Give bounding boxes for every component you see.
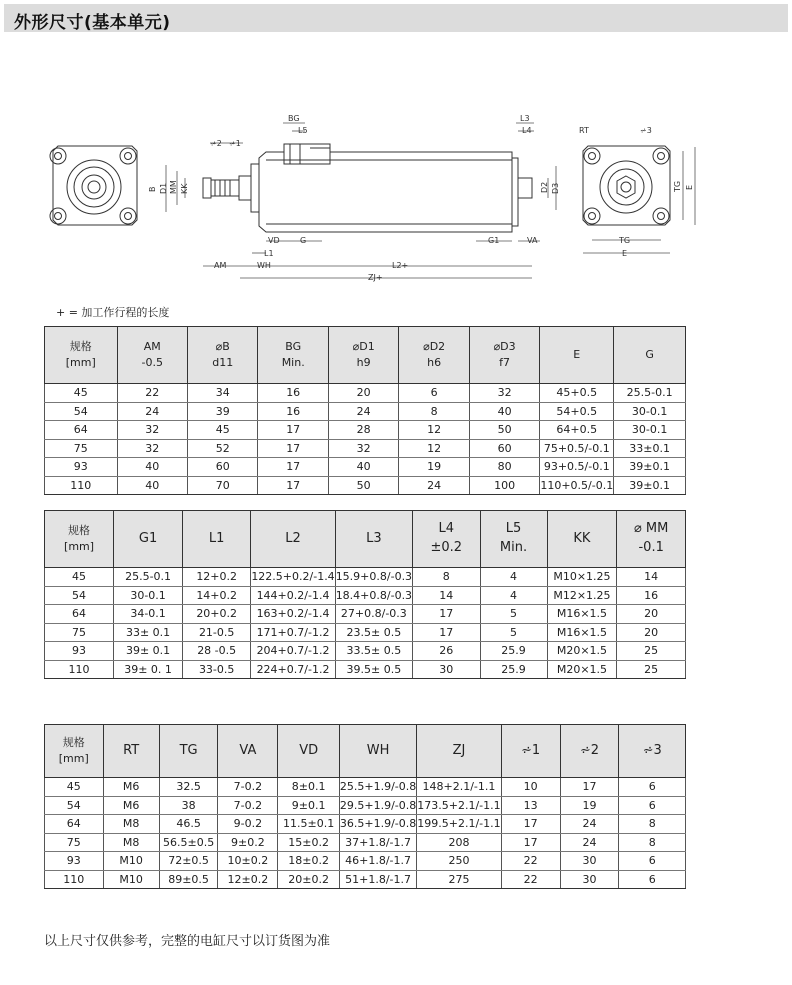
label-rt: RT	[579, 126, 589, 135]
column-header	[45, 327, 118, 384]
column-header	[339, 725, 416, 778]
table-cell: 14+0.2	[183, 586, 251, 605]
table-header-row	[45, 327, 686, 384]
header-line-2: f7	[499, 356, 511, 369]
table-cell: 30	[560, 870, 619, 889]
table-cell: 25.5-0.1	[114, 568, 183, 587]
header-line-1: VA	[239, 742, 257, 758]
table-cell: 75+0.5/-0.1	[540, 439, 614, 458]
page-title: 外形尺寸(基本单元)	[14, 13, 171, 33]
table-row	[45, 384, 686, 403]
table-cell: 4	[480, 568, 547, 587]
table-row	[45, 815, 686, 834]
table-row	[45, 778, 686, 797]
column-header	[45, 511, 114, 568]
label-l5: L5	[298, 126, 308, 135]
table-row	[45, 476, 686, 495]
table-cell: 20	[617, 623, 686, 642]
table-cell: 19	[399, 458, 469, 477]
header-line-2: ±0.2	[430, 540, 463, 555]
table-row	[45, 870, 686, 889]
table-cell: 19	[560, 796, 619, 815]
column-header	[278, 725, 339, 778]
dimension-drawing	[0, 110, 792, 290]
header-line-1: VD	[299, 742, 319, 758]
table-row	[45, 402, 686, 421]
table-cell: 36.5+1.9/-0.8	[339, 815, 416, 834]
table-cell: 17	[501, 833, 560, 852]
table-row	[45, 796, 686, 815]
footer-note: 以上尺寸仅供参考，完整的电缸尺寸以订货图为准	[44, 934, 331, 949]
table-cell: 46.5	[159, 815, 218, 834]
label-c3: ⩫3	[640, 126, 652, 135]
table-cell: M12×1.25	[547, 586, 617, 605]
table-cell: 16	[258, 402, 328, 421]
header-line-1: L5	[505, 521, 522, 537]
table-cell: 46+1.8/-1.7	[339, 852, 416, 871]
table-cell: 64	[45, 421, 118, 440]
table-cell: M6	[103, 778, 159, 797]
table-row	[45, 623, 686, 642]
column-header	[413, 511, 480, 568]
table-cell: 93+0.5/-0.1	[540, 458, 614, 477]
table-cell: 20	[328, 384, 398, 403]
table-cell: 75	[45, 439, 118, 458]
table-cell: 6	[619, 796, 686, 815]
rear-end-view	[583, 146, 670, 225]
column-header	[258, 327, 328, 384]
column-header	[560, 725, 619, 778]
header-line-1: L4	[438, 521, 455, 537]
header-line-1: ⌀D1	[352, 340, 375, 354]
table-cell: 30-0.1	[614, 421, 686, 440]
column-header	[540, 327, 614, 384]
table-cell: 54	[45, 586, 114, 605]
table-cell: 75	[45, 623, 114, 642]
label-mm: MM	[169, 180, 178, 194]
header-line-1: ⩫3	[642, 742, 662, 758]
table-cell: 39.5± 0.5	[335, 660, 412, 679]
table-cell: 6	[619, 870, 686, 889]
table-row	[45, 660, 686, 679]
table-cell: M10	[103, 852, 159, 871]
spec-table-1	[44, 326, 686, 495]
table-cell: 6	[619, 852, 686, 871]
table-cell: 72±0.5	[159, 852, 218, 871]
header-line-1: AM	[143, 340, 161, 354]
table-cell: 54+0.5	[540, 402, 614, 421]
table-cell: 28	[328, 421, 398, 440]
header-line-2: Min.	[499, 540, 528, 555]
table-cell: 18.4+0.8/-0.3	[335, 586, 412, 605]
table-cell: 64	[45, 815, 104, 834]
table-cell: 173.5+2.1/-1.1	[417, 796, 501, 815]
table-cell: 122.5+0.2/-1.4	[251, 568, 335, 587]
header-line-1: BG	[285, 340, 302, 354]
table-cell: 199.5+2.1/-1.1	[417, 815, 501, 834]
table-cell: 17	[413, 623, 480, 642]
table-cell: M6	[103, 796, 159, 815]
table-cell: 24	[328, 402, 398, 421]
label-g: G	[300, 236, 307, 245]
table-cell: M8	[103, 833, 159, 852]
table-cell: 22	[117, 384, 187, 403]
table-cell: 20+0.2	[183, 605, 251, 624]
header-line-2: -0.1	[638, 540, 664, 555]
column-header	[117, 327, 187, 384]
table-cell: 45+0.5	[540, 384, 614, 403]
table-cell: 6	[619, 778, 686, 797]
column-header	[328, 327, 398, 384]
header-line-2: [mm]	[58, 752, 89, 765]
table-cell: 26	[413, 642, 480, 661]
label-l4: L4	[522, 126, 532, 135]
table-cell: 171+0.7/-1.2	[251, 623, 335, 642]
table-cell: 64	[45, 605, 114, 624]
table-cell: 22	[501, 870, 560, 889]
table-cell: 39± 0. 1	[114, 660, 183, 679]
table-cell: 23.5± 0.5	[335, 623, 412, 642]
label-vd: VD	[268, 236, 280, 245]
header-line-1: KK	[573, 530, 591, 546]
header-line-1: 规格	[69, 340, 92, 354]
header-line-1: G1	[138, 530, 158, 546]
table-cell: 32	[117, 439, 187, 458]
column-header	[251, 511, 335, 568]
header-line-2: [mm]	[65, 356, 96, 369]
table-row	[45, 439, 686, 458]
table-cell: 20	[617, 605, 686, 624]
label-tg-vertical: TG	[673, 180, 682, 192]
table-cell: 50	[328, 476, 398, 495]
table-cell: 17	[258, 439, 328, 458]
table-cell: 163+0.2/-1.4	[251, 605, 335, 624]
header-line-2: h9	[356, 356, 371, 369]
table-cell: M16×1.5	[547, 623, 617, 642]
header-line-1: L1	[208, 530, 225, 546]
side-view	[203, 144, 532, 232]
table-cell: 9-0.2	[218, 815, 278, 834]
column-header	[188, 327, 258, 384]
table-cell: 8	[619, 833, 686, 852]
table-cell: 250	[417, 852, 501, 871]
label-e-horizontal: E	[622, 249, 628, 258]
header-line-1: 规格	[62, 736, 85, 750]
table-cell: 75	[45, 833, 104, 852]
column-header	[183, 511, 251, 568]
label-bg: BG	[288, 114, 300, 123]
table-cell: 22	[501, 852, 560, 871]
table-cell: 25	[617, 642, 686, 661]
table-cell: 9±0.2	[218, 833, 278, 852]
column-header	[469, 327, 539, 384]
label-va: VA	[527, 236, 538, 245]
table-cell: 110+0.5/-0.1	[540, 476, 614, 495]
column-header	[501, 725, 560, 778]
label-b: B	[148, 186, 157, 192]
table-cell: 14	[617, 568, 686, 587]
table-row	[45, 642, 686, 661]
table-cell: 25.5-0.1	[614, 384, 686, 403]
table-cell: 8	[413, 568, 480, 587]
header-line-2: Min.	[281, 356, 305, 369]
table-cell: 25.9	[480, 642, 547, 661]
column-header	[159, 725, 218, 778]
table-cell: 25	[617, 660, 686, 679]
table-row	[45, 833, 686, 852]
table-cell: 70	[188, 476, 258, 495]
label-tg-horizontal: TG	[619, 236, 631, 245]
table-cell: 12±0.2	[218, 870, 278, 889]
table-cell: 25.5+1.9/-0.8	[339, 778, 416, 797]
header-line-2: h6	[427, 356, 442, 369]
header-line-1: L3	[366, 530, 382, 546]
table-cell: 16	[258, 384, 328, 403]
table-cell: 4	[480, 586, 547, 605]
table-cell: 12+0.2	[183, 568, 251, 587]
table-cell: 40	[469, 402, 539, 421]
table-cell: 33.5± 0.5	[335, 642, 412, 661]
table-cell: 52	[188, 439, 258, 458]
table-cell: 208	[417, 833, 501, 852]
table-cell: 30-0.1	[114, 586, 183, 605]
table-row	[45, 605, 686, 624]
column-header	[103, 725, 159, 778]
column-header	[335, 511, 412, 568]
table-cell: 148+2.1/-1.1	[417, 778, 501, 797]
header-line-1: 规格	[68, 524, 91, 538]
header-line-2: -0.5	[141, 356, 163, 369]
table-cell: 54	[45, 796, 104, 815]
spec-table-2	[44, 510, 686, 679]
table-cell: 204+0.7/-1.2	[251, 642, 335, 661]
table-cell: 34-0.1	[114, 605, 183, 624]
table-cell: 17	[413, 605, 480, 624]
table-cell: 39	[188, 402, 258, 421]
table-cell: M20×1.5	[547, 660, 617, 679]
table-cell: 93	[45, 852, 104, 871]
header-line-1: ⌀B	[215, 340, 230, 354]
table-cell: 40	[328, 458, 398, 477]
header-line-1: ⌀D2	[423, 340, 446, 354]
header-line-1: TG	[179, 742, 198, 758]
table-cell: 80	[469, 458, 539, 477]
table-cell: 93	[45, 458, 118, 477]
table-cell: 30	[560, 852, 619, 871]
table-cell: 224+0.7/-1.2	[251, 660, 335, 679]
column-header	[547, 511, 617, 568]
table-cell: 13	[501, 796, 560, 815]
spec-table-3	[44, 724, 686, 889]
table-header-row	[45, 725, 686, 778]
column-header	[617, 511, 686, 568]
table-cell: 32.5	[159, 778, 218, 797]
table-cell: 17	[560, 778, 619, 797]
table-cell: 30	[413, 660, 480, 679]
label-l2: L2+	[392, 261, 409, 270]
table-cell: 40	[117, 458, 187, 477]
table-cell: 25.9	[480, 660, 547, 679]
table-row	[45, 421, 686, 440]
label-l1: L1	[264, 249, 274, 258]
table-cell: 38	[159, 796, 218, 815]
table-cell: 24	[399, 476, 469, 495]
table-cell: 60	[188, 458, 258, 477]
table-cell: 17	[258, 421, 328, 440]
column-header	[619, 725, 686, 778]
table-cell: 40	[117, 476, 187, 495]
header-line-1: ⩫2	[579, 742, 600, 758]
table-cell: 27+0.8/-0.3	[335, 605, 412, 624]
table-cell: 144+0.2/-1.4	[251, 586, 335, 605]
table-cell: 110	[45, 870, 104, 889]
table-cell: 16	[617, 586, 686, 605]
front-end-view	[50, 146, 137, 225]
label-wh: WH	[257, 261, 271, 270]
table-cell: 110	[45, 476, 118, 495]
table-cell: 45	[188, 421, 258, 440]
table-cell: 17	[258, 476, 328, 495]
table-cell: 24	[560, 815, 619, 834]
table-cell: 39±0.1	[614, 476, 686, 495]
table-cell: 100	[469, 476, 539, 495]
table-row	[45, 458, 686, 477]
table-cell: M16×1.5	[547, 605, 617, 624]
table-cell: 17	[258, 458, 328, 477]
label-l3: L3	[520, 114, 530, 123]
stroke-note: + = 加工作行程的长度	[56, 306, 170, 319]
table-cell: 30-0.1	[614, 402, 686, 421]
table-cell: 64+0.5	[540, 421, 614, 440]
label-d2: D2	[540, 181, 549, 193]
table-cell: 33-0.5	[183, 660, 251, 679]
table-cell: 54	[45, 402, 118, 421]
table-cell: 34	[188, 384, 258, 403]
table-cell: 21-0.5	[183, 623, 251, 642]
label-kk: KK	[180, 183, 189, 194]
table-cell: 32	[328, 439, 398, 458]
table-cell: 14	[413, 586, 480, 605]
table-cell: 29.5+1.9/-0.8	[339, 796, 416, 815]
table-header-row	[45, 511, 686, 568]
column-header	[114, 511, 183, 568]
table-cell: 11.5±0.1	[278, 815, 339, 834]
header-line-1: RT	[123, 742, 140, 758]
table-cell: 32	[469, 384, 539, 403]
label-zj: ZJ+	[368, 273, 383, 282]
table-cell: 8	[399, 402, 469, 421]
table-cell: 12	[399, 421, 469, 440]
table-cell: 15.9+0.8/-0.3	[335, 568, 412, 587]
table-cell: 45	[45, 568, 114, 587]
table-cell: M10×1.25	[547, 568, 617, 587]
label-c2: ⩫2	[210, 139, 222, 148]
header-line-1: G	[645, 348, 654, 362]
table-cell: 20±0.2	[278, 870, 339, 889]
header-line-2: d11	[212, 356, 234, 369]
table-cell: 8±0.1	[278, 778, 339, 797]
table-cell: 110	[45, 660, 114, 679]
table-cell: 45	[45, 778, 104, 797]
table-cell: 12	[399, 439, 469, 458]
table-cell: 89±0.5	[159, 870, 218, 889]
label-g1: G1	[488, 236, 500, 245]
table-row	[45, 568, 686, 587]
table-row	[45, 586, 686, 605]
column-header	[218, 725, 278, 778]
label-am: AM	[214, 261, 227, 270]
table-cell: M20×1.5	[547, 642, 617, 661]
table-cell: 32	[117, 421, 187, 440]
label-e-vertical: E	[685, 184, 694, 190]
table-cell: M8	[103, 815, 159, 834]
table-cell: 60	[469, 439, 539, 458]
table-cell: 6	[399, 384, 469, 403]
header-line-2: [mm]	[64, 540, 95, 553]
table-cell: 24	[560, 833, 619, 852]
label-d1: D1	[159, 182, 168, 194]
table-cell: 33±0.1	[614, 439, 686, 458]
header-line-1: L2	[285, 530, 301, 546]
column-header	[417, 725, 501, 778]
header-line-1: WH	[366, 742, 390, 758]
table-cell: 18±0.2	[278, 852, 339, 871]
header-line-1: E	[573, 348, 581, 362]
table-cell: 39± 0.1	[114, 642, 183, 661]
label-c1: ⩫1	[229, 139, 241, 148]
table-cell: 10±0.2	[218, 852, 278, 871]
table-cell: 7-0.2	[218, 778, 278, 797]
column-header	[45, 725, 104, 778]
table-cell: 93	[45, 642, 114, 661]
table-cell: 8	[619, 815, 686, 834]
title-bar	[4, 4, 788, 32]
header-line-1: ZJ	[452, 742, 466, 758]
table-cell: 56.5±0.5	[159, 833, 218, 852]
table-cell: 9±0.1	[278, 796, 339, 815]
table-cell: 51+1.8/-1.7	[339, 870, 416, 889]
table-cell: 275	[417, 870, 501, 889]
column-header	[399, 327, 469, 384]
table-cell: 24	[117, 402, 187, 421]
table-cell: 10	[501, 778, 560, 797]
header-line-1: ⌀ MM	[633, 521, 669, 537]
table-cell: 45	[45, 384, 118, 403]
column-header	[614, 327, 686, 384]
table-cell: 37+1.8/-1.7	[339, 833, 416, 852]
table-cell: 17	[501, 815, 560, 834]
table-cell: 15±0.2	[278, 833, 339, 852]
header-line-1: ⌀D3	[493, 340, 516, 354]
table-cell: 28 -0.5	[183, 642, 251, 661]
table-row	[45, 852, 686, 871]
table-cell: 7-0.2	[218, 796, 278, 815]
table-cell: 5	[480, 605, 547, 624]
table-cell: 50	[469, 421, 539, 440]
table-cell: M10	[103, 870, 159, 889]
table-cell: 5	[480, 623, 547, 642]
header-line-1: ⩫1	[521, 742, 541, 758]
table-cell: 33± 0.1	[114, 623, 183, 642]
table-cell: 39±0.1	[614, 458, 686, 477]
column-header	[480, 511, 547, 568]
label-d3: D3	[551, 182, 560, 194]
